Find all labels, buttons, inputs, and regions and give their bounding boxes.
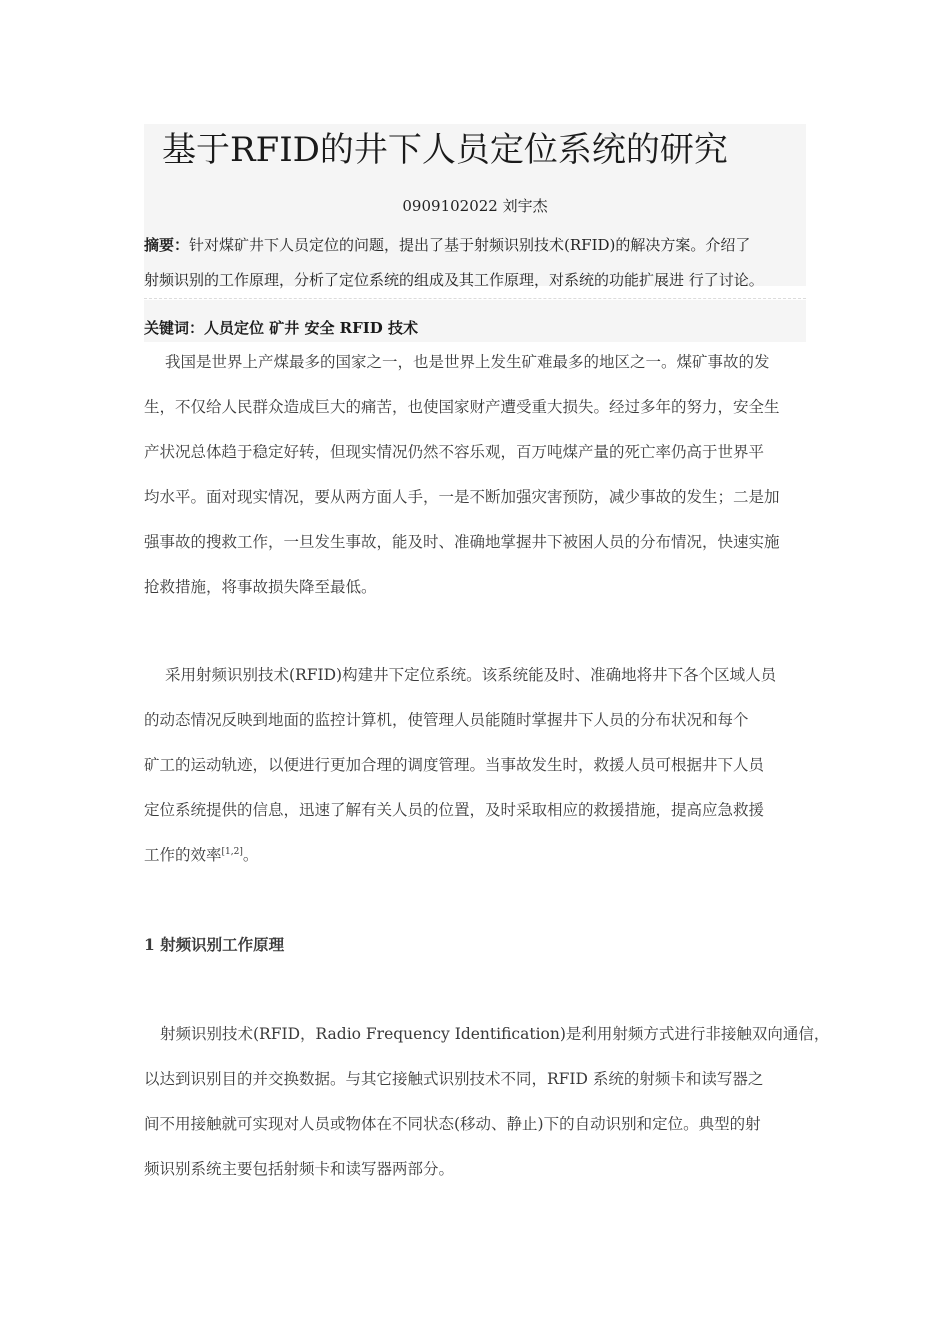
- last-line-end: 。: [242, 846, 259, 864]
- paper-title: 基于RFID的井下人员定位系统的研究: [162, 130, 728, 170]
- paragraph-line: 频识别系统主要包括射频卡和读写器两部分。: [144, 1160, 455, 1178]
- last-line-text: 工作的效率: [144, 846, 222, 864]
- paragraph-line: 的动态情况反映到地面的监控计算机，使管理人员能随时掌握井下人员的分布状况和每个: [144, 711, 749, 729]
- intro-paragraph: [144, 340, 810, 610]
- paragraph-line: 采用射频识别技术(RFID)构建井下定位系统。该系统能及时、准确地将井下各个区域人员: [165, 666, 777, 684]
- paragraph-line: 我国是世界上产煤最多的国家之一，也是世界上发生矿难最多的地区之一。煤矿事故的发: [165, 353, 770, 371]
- rfid-principle-paragraph: [144, 1012, 830, 1192]
- paragraph-line: 定位系统提供的信息，迅速了解有关人员的位置，及时采取相应的救援措施，提高应急救援: [144, 801, 765, 819]
- paragraph-line: [144, 833, 810, 878]
- paragraph-line: 以达到识别目的并交换数据。与其它接触式识别技术不同，RFID 系统的射频卡和读写器之: [144, 1070, 764, 1088]
- abstract-label: 摘要：: [144, 236, 190, 254]
- citation-ref: [1,2]: [221, 846, 243, 857]
- separator-line: [144, 298, 806, 299]
- keywords: 关键词：人员定位 矿井 安全 RFID 技术: [144, 319, 419, 337]
- paragraph-line: 产状况总体趋于稳定好转，但现实情况仍然不容乐观，百万吨煤产量的死亡率仍高于世界平: [144, 443, 765, 461]
- paragraph-line: 强事故的搜救工作，一旦发生事故，能及时、准确地掌握井下被困人员的分布情况，快速实施: [144, 533, 780, 551]
- paragraph-line: 矿工的运动轨迹，以便进行更加合理的调度管理。当事故发生时，救援人员可根据井下人员: [144, 756, 765, 774]
- paragraph-line: 生，不仅给人民群众造成巨大的痛苦，也使国家财产遭受重大损失。经过多年的努力，安全生: [144, 398, 780, 416]
- author-line: 0909102022 刘宇杰: [402, 197, 548, 215]
- section-heading: 1 射频识别工作原理: [144, 935, 285, 954]
- paragraph-line: 间不用接触就可实现对人员或物体在不同状态(移动、静止)下的自动识别和定位。典型的射: [144, 1115, 761, 1133]
- paragraph-line: 抢救措施，将事故损失降至最低。: [144, 578, 377, 596]
- paragraph-line: 均水平。面对现实情况，要从两方面人手，一是不断加强灾害预防，减少事故的发生；二是加: [144, 488, 780, 506]
- abstract-line-1: 针对煤矿井下人员定位的问题，提出了基于射频识别技术(RFID)的解决方案。介绍了: [189, 236, 751, 254]
- rfid-system-paragraph: [144, 653, 810, 878]
- abstract: [144, 228, 824, 298]
- abstract-line-2: 射频识别的工作原理，分析了定位系统的组成及其工作原理，对系统的功能扩展进 行了讨论。: [144, 271, 764, 289]
- paragraph-line: 射频识别技术(RFID，Radio Frequency Identification)是利用射频方式进行非接触双向通信，: [160, 1025, 830, 1043]
